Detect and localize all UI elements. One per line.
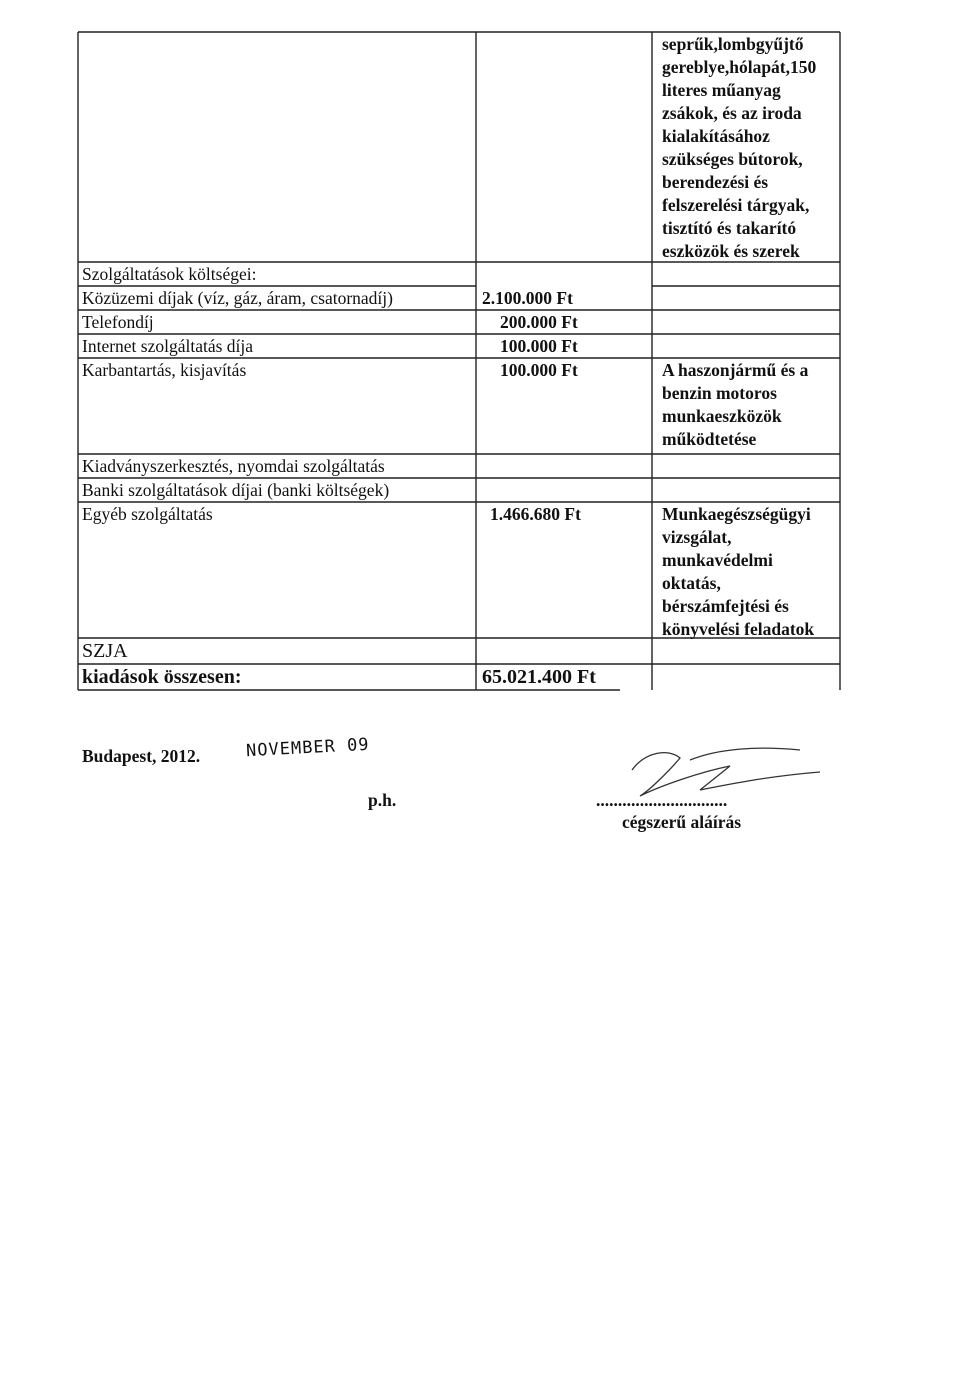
- note-line: seprűk,lombgyűjtő: [662, 34, 804, 54]
- amount-osszesen: 65.021.400 Ft: [482, 666, 596, 688]
- note-line: kialakításához: [662, 126, 770, 146]
- note-line: gereblye,hólapát,150: [662, 57, 817, 77]
- amount-telefon: 200.000 Ft: [500, 312, 578, 332]
- note-line: berendezési és: [662, 172, 769, 192]
- signature: [632, 748, 820, 796]
- note-line: oktatás,: [662, 573, 721, 593]
- row-label-header: Szolgáltatások költségei:: [82, 264, 257, 284]
- note-line: Munkaegészségügyi: [662, 504, 811, 524]
- row-label-banki: Banki szolgáltatások díjai (banki költségek): [82, 480, 390, 500]
- row-label-szja: SZJA: [82, 640, 128, 662]
- note-line: könyvelési feladatok: [662, 619, 815, 639]
- note-line: munkaeszközök: [662, 406, 782, 426]
- note-line: bérszámfejtési és: [662, 596, 789, 616]
- row-label-internet: Internet szolgáltatás díja: [82, 336, 254, 356]
- row-label-egyeb: Egyéb szolgáltatás: [82, 504, 213, 524]
- row-label-telefon: Telefondíj: [82, 312, 154, 332]
- row-label-kozuzemi: Közüzemi díjak (víz, gáz, áram, csatornadíj): [82, 288, 393, 308]
- note-line: zsákok, és az iroda: [662, 103, 802, 123]
- amount-karbantartas: 100.000 Ft: [500, 360, 578, 380]
- amount-kozuzemi: 2.100.000 Ft: [482, 288, 573, 308]
- place-date: Budapest, 2012.: [82, 746, 201, 766]
- note-line: tisztító és takarító: [662, 218, 797, 238]
- note-line: munkavédelmi: [662, 550, 773, 570]
- row-label-kiadvany: Kiadványszerkesztés, nyomdai szolgáltatás: [82, 456, 385, 476]
- note-line: felszerelési tárgyak,: [662, 195, 810, 215]
- note-line: szükséges bútorok,: [662, 149, 803, 169]
- signature-label: cégszerű aláírás: [622, 812, 742, 832]
- note-line: A haszonjármű és a: [662, 360, 809, 380]
- note-line: vizsgálat,: [662, 527, 732, 547]
- note-line: benzin motoros: [662, 383, 777, 403]
- signature-dots: ..............................: [596, 790, 728, 810]
- note-line: működtetése: [662, 429, 757, 449]
- amount-egyeb: 1.466.680 Ft: [490, 504, 581, 524]
- note-line: eszközök és szerek: [662, 241, 800, 261]
- row-label-osszesen: kiadások összesen:: [82, 666, 242, 688]
- amount-internet: 100.000 Ft: [500, 336, 578, 356]
- note-line: literes műanyag: [662, 80, 781, 100]
- row-label-karbantartas: Karbantartás, kisjavítás: [82, 360, 247, 380]
- ph-label: p.h.: [368, 790, 397, 810]
- handwritten-date: NOVEMBER 09: [245, 734, 371, 762]
